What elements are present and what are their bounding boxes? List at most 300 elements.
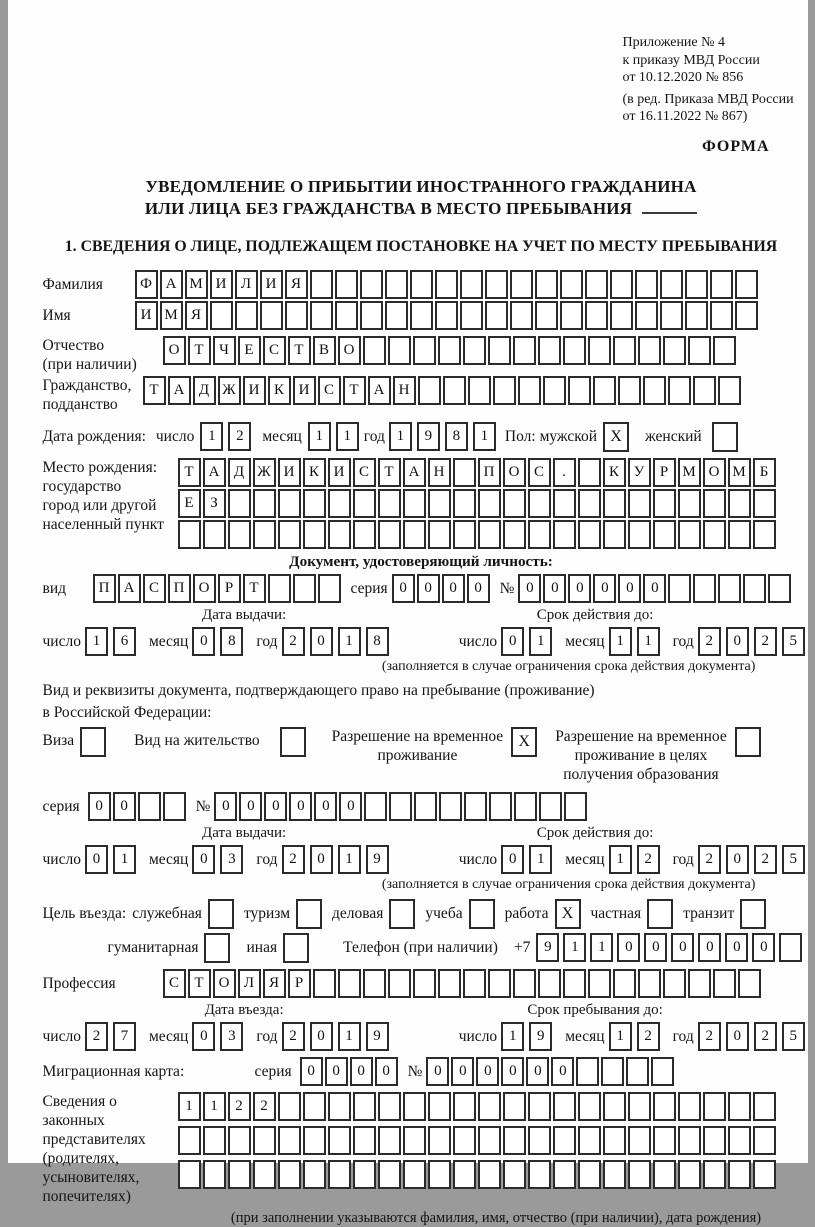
char-cell[interactable] — [660, 270, 683, 299]
char-cell[interactable]: 1 — [338, 845, 361, 874]
char-cell[interactable] — [678, 489, 701, 518]
char-cell[interactable] — [728, 1126, 751, 1155]
char-cell[interactable] — [303, 489, 326, 518]
char-cell[interactable] — [328, 1092, 351, 1121]
char-cell[interactable]: С — [163, 969, 186, 998]
char-cell[interactable]: М — [728, 458, 751, 487]
char-cell[interactable] — [285, 301, 308, 330]
char-cell[interactable] — [653, 520, 676, 549]
char-cell[interactable] — [564, 792, 587, 821]
char-cell[interactable] — [728, 489, 751, 518]
char-cell[interactable]: 2 — [698, 1022, 721, 1051]
char-cell[interactable] — [653, 1092, 676, 1121]
char-cell[interactable] — [528, 1092, 551, 1121]
char-cell[interactable] — [510, 301, 533, 330]
char-cell[interactable]: В — [313, 336, 336, 365]
char-cell[interactable]: Я — [263, 969, 286, 998]
char-cell[interactable] — [668, 574, 691, 603]
char-cell[interactable]: И — [293, 376, 316, 405]
char-cell[interactable] — [685, 301, 708, 330]
char-cell[interactable] — [453, 489, 476, 518]
char-cell[interactable]: 9 — [529, 1022, 552, 1051]
char-cell[interactable]: П — [168, 574, 191, 603]
char-cell[interactable]: Т — [178, 458, 201, 487]
char-cell[interactable] — [338, 969, 361, 998]
char-cell[interactable] — [628, 520, 651, 549]
char-cell[interactable]: А — [160, 270, 183, 299]
char-cell[interactable]: М — [185, 270, 208, 299]
char-cell[interactable] — [278, 489, 301, 518]
char-cell[interactable] — [651, 1057, 674, 1086]
char-cell[interactable] — [410, 270, 433, 299]
char-cell[interactable] — [328, 1126, 351, 1155]
char-cell[interactable]: А — [203, 458, 226, 487]
checkbox-cell[interactable]: X — [511, 727, 537, 757]
char-cell[interactable] — [638, 969, 661, 998]
char-cell[interactable] — [278, 520, 301, 549]
char-cell[interactable] — [693, 574, 716, 603]
char-cell[interactable]: 0 — [501, 627, 524, 656]
char-cell[interactable] — [576, 1057, 599, 1086]
char-cell[interactable] — [735, 270, 758, 299]
checkbox-cell[interactable] — [204, 933, 230, 963]
char-cell[interactable] — [593, 376, 616, 405]
char-cell[interactable]: 0 — [350, 1057, 373, 1086]
char-cell[interactable] — [138, 792, 161, 821]
char-cell[interactable] — [360, 301, 383, 330]
char-cell[interactable]: З — [203, 489, 226, 518]
char-cell[interactable] — [463, 969, 486, 998]
char-cell[interactable]: 0 — [725, 933, 748, 962]
checkbox-cell[interactable]: X — [555, 899, 581, 929]
char-cell[interactable]: 1 — [389, 422, 412, 451]
char-cell[interactable]: О — [503, 458, 526, 487]
char-cell[interactable] — [328, 489, 351, 518]
char-cell[interactable] — [678, 1092, 701, 1121]
char-cell[interactable] — [560, 270, 583, 299]
char-cell[interactable] — [585, 301, 608, 330]
char-cell[interactable] — [563, 336, 586, 365]
char-cell[interactable]: 0 — [375, 1057, 398, 1086]
checkbox-cell[interactable] — [283, 933, 309, 963]
char-cell[interactable] — [453, 458, 476, 487]
char-cell[interactable] — [460, 270, 483, 299]
char-cell[interactable] — [228, 1126, 251, 1155]
char-cell[interactable]: 0 — [426, 1057, 449, 1086]
char-cell[interactable] — [378, 520, 401, 549]
char-cell[interactable] — [318, 574, 341, 603]
char-cell[interactable]: . — [553, 458, 576, 487]
checkbox-cell[interactable] — [647, 899, 673, 929]
char-cell[interactable]: 2 — [282, 845, 305, 874]
char-cell[interactable]: 0 — [551, 1057, 574, 1086]
char-cell[interactable] — [353, 1126, 376, 1155]
char-cell[interactable] — [560, 301, 583, 330]
char-cell[interactable]: Т — [378, 458, 401, 487]
char-cell[interactable]: 5 — [782, 1022, 805, 1051]
char-cell[interactable]: И — [278, 458, 301, 487]
char-cell[interactable]: 0 — [644, 933, 667, 962]
char-cell[interactable] — [663, 969, 686, 998]
char-cell[interactable]: О — [213, 969, 236, 998]
char-cell[interactable] — [643, 376, 666, 405]
char-cell[interactable] — [335, 301, 358, 330]
char-cell[interactable] — [668, 376, 691, 405]
char-cell[interactable] — [553, 520, 576, 549]
char-cell[interactable] — [578, 1160, 601, 1189]
char-cell[interactable]: 0 — [192, 627, 215, 656]
char-cell[interactable] — [453, 1126, 476, 1155]
char-cell[interactable]: 2 — [85, 1022, 108, 1051]
char-cell[interactable] — [203, 1126, 226, 1155]
char-cell[interactable] — [518, 376, 541, 405]
char-cell[interactable] — [418, 376, 441, 405]
char-cell[interactable]: 0 — [300, 1057, 323, 1086]
char-cell[interactable] — [568, 376, 591, 405]
char-cell[interactable] — [389, 792, 412, 821]
char-cell[interactable] — [553, 489, 576, 518]
char-cell[interactable] — [453, 520, 476, 549]
char-cell[interactable]: 0 — [568, 574, 591, 603]
char-cell[interactable] — [660, 301, 683, 330]
char-cell[interactable] — [428, 1160, 451, 1189]
char-cell[interactable] — [428, 489, 451, 518]
char-cell[interactable]: 6 — [113, 627, 136, 656]
char-cell[interactable] — [585, 270, 608, 299]
char-cell[interactable]: 1 — [308, 422, 331, 451]
char-cell[interactable]: С — [353, 458, 376, 487]
char-cell[interactable] — [410, 301, 433, 330]
char-cell[interactable] — [388, 336, 411, 365]
char-cell[interactable] — [163, 792, 186, 821]
char-cell[interactable] — [768, 574, 791, 603]
char-cell[interactable]: Т — [243, 574, 266, 603]
char-cell[interactable] — [403, 1092, 426, 1121]
char-cell[interactable] — [268, 574, 291, 603]
char-cell[interactable] — [439, 792, 462, 821]
char-cell[interactable] — [438, 336, 461, 365]
char-cell[interactable]: 0 — [501, 845, 524, 874]
char-cell[interactable] — [253, 1160, 276, 1189]
char-cell[interactable] — [628, 489, 651, 518]
char-cell[interactable]: А — [168, 376, 191, 405]
checkbox-cell[interactable] — [740, 899, 766, 929]
char-cell[interactable] — [435, 270, 458, 299]
char-cell[interactable] — [478, 1126, 501, 1155]
char-cell[interactable] — [578, 1126, 601, 1155]
char-cell[interactable] — [603, 1160, 626, 1189]
char-cell[interactable] — [203, 1160, 226, 1189]
char-cell[interactable] — [363, 969, 386, 998]
char-cell[interactable] — [478, 520, 501, 549]
char-cell[interactable]: 2 — [637, 845, 660, 874]
char-cell[interactable]: 2 — [282, 627, 305, 656]
char-cell[interactable] — [360, 270, 383, 299]
char-cell[interactable]: М — [160, 301, 183, 330]
char-cell[interactable]: 9 — [366, 1022, 389, 1051]
char-cell[interactable] — [278, 1126, 301, 1155]
char-cell[interactable] — [293, 574, 316, 603]
char-cell[interactable] — [535, 301, 558, 330]
char-cell[interactable] — [460, 301, 483, 330]
char-cell[interactable] — [178, 520, 201, 549]
char-cell[interactable]: Д — [193, 376, 216, 405]
char-cell[interactable] — [753, 1160, 776, 1189]
char-cell[interactable]: 0 — [314, 792, 337, 821]
char-cell[interactable]: С — [263, 336, 286, 365]
char-cell[interactable]: Т — [188, 969, 211, 998]
char-cell[interactable]: 1 — [529, 627, 552, 656]
checkbox-cell[interactable] — [389, 899, 415, 929]
char-cell[interactable] — [613, 336, 636, 365]
char-cell[interactable] — [378, 1160, 401, 1189]
char-cell[interactable] — [728, 1160, 751, 1189]
char-cell[interactable] — [753, 1092, 776, 1121]
char-cell[interactable]: 2 — [228, 1092, 251, 1121]
char-cell[interactable] — [753, 489, 776, 518]
char-cell[interactable] — [328, 1160, 351, 1189]
char-cell[interactable] — [414, 792, 437, 821]
char-cell[interactable]: 0 — [726, 627, 749, 656]
char-cell[interactable] — [610, 301, 633, 330]
char-cell[interactable] — [553, 1160, 576, 1189]
char-cell[interactable]: 0 — [339, 792, 362, 821]
char-cell[interactable] — [385, 270, 408, 299]
char-cell[interactable] — [678, 1126, 701, 1155]
char-cell[interactable] — [488, 969, 511, 998]
char-cell[interactable] — [628, 1160, 651, 1189]
char-cell[interactable]: Е — [238, 336, 261, 365]
char-cell[interactable]: 1 — [203, 1092, 226, 1121]
char-cell[interactable]: 0 — [310, 845, 333, 874]
char-cell[interactable]: Л — [238, 969, 261, 998]
char-cell[interactable]: К — [303, 458, 326, 487]
char-cell[interactable]: 1 — [563, 933, 586, 962]
char-cell[interactable]: А — [403, 458, 426, 487]
char-cell[interactable]: Р — [218, 574, 241, 603]
char-cell[interactable]: 9 — [536, 933, 559, 962]
char-cell[interactable] — [278, 1092, 301, 1121]
char-cell[interactable] — [178, 1126, 201, 1155]
char-cell[interactable] — [528, 489, 551, 518]
char-cell[interactable]: Н — [393, 376, 416, 405]
char-cell[interactable] — [753, 1126, 776, 1155]
char-cell[interactable] — [278, 1160, 301, 1189]
char-cell[interactable]: 2 — [228, 422, 251, 451]
checkbox-cell[interactable] — [208, 899, 234, 929]
char-cell[interactable]: 0 — [442, 574, 465, 603]
char-cell[interactable]: 1 — [590, 933, 613, 962]
char-cell[interactable]: Ж — [253, 458, 276, 487]
char-cell[interactable] — [353, 1160, 376, 1189]
char-cell[interactable] — [539, 792, 562, 821]
char-cell[interactable] — [428, 520, 451, 549]
checkbox-cell[interactable] — [712, 422, 738, 452]
char-cell[interactable] — [603, 1126, 626, 1155]
char-cell[interactable] — [453, 1160, 476, 1189]
char-cell[interactable] — [688, 969, 711, 998]
char-cell[interactable] — [613, 969, 636, 998]
char-cell[interactable] — [353, 1092, 376, 1121]
char-cell[interactable]: 5 — [782, 845, 805, 874]
char-cell[interactable]: 0 — [417, 574, 440, 603]
char-cell[interactable] — [485, 270, 508, 299]
char-cell[interactable] — [710, 270, 733, 299]
char-cell[interactable] — [310, 270, 333, 299]
char-cell[interactable] — [538, 336, 561, 365]
checkbox-cell[interactable] — [469, 899, 495, 929]
checkbox-cell[interactable] — [735, 727, 761, 757]
char-cell[interactable] — [468, 376, 491, 405]
char-cell[interactable]: 0 — [671, 933, 694, 962]
char-cell[interactable]: 0 — [726, 1022, 749, 1051]
char-cell[interactable] — [528, 1160, 551, 1189]
char-cell[interactable] — [578, 458, 601, 487]
char-cell[interactable] — [678, 1160, 701, 1189]
char-cell[interactable] — [503, 1160, 526, 1189]
char-cell[interactable] — [478, 1160, 501, 1189]
char-cell[interactable] — [738, 969, 761, 998]
char-cell[interactable]: С — [143, 574, 166, 603]
char-cell[interactable]: 0 — [526, 1057, 549, 1086]
char-cell[interactable]: 1 — [609, 627, 632, 656]
char-cell[interactable] — [253, 1126, 276, 1155]
char-cell[interactable] — [438, 969, 461, 998]
char-cell[interactable]: 9 — [366, 845, 389, 874]
char-cell[interactable] — [578, 489, 601, 518]
char-cell[interactable] — [735, 301, 758, 330]
char-cell[interactable] — [703, 489, 726, 518]
char-cell[interactable]: 7 — [113, 1022, 136, 1051]
char-cell[interactable]: О — [703, 458, 726, 487]
char-cell[interactable] — [503, 520, 526, 549]
char-cell[interactable]: 1 — [113, 845, 136, 874]
char-cell[interactable]: 0 — [451, 1057, 474, 1086]
char-cell[interactable]: К — [268, 376, 291, 405]
char-cell[interactable] — [503, 1126, 526, 1155]
char-cell[interactable] — [703, 1160, 726, 1189]
char-cell[interactable] — [464, 792, 487, 821]
char-cell[interactable]: 1 — [336, 422, 359, 451]
char-cell[interactable] — [728, 1092, 751, 1121]
char-cell[interactable]: 0 — [476, 1057, 499, 1086]
char-cell[interactable] — [553, 1126, 576, 1155]
char-cell[interactable]: 1 — [501, 1022, 524, 1051]
char-cell[interactable] — [685, 270, 708, 299]
char-cell[interactable]: 1 — [637, 627, 660, 656]
char-cell[interactable] — [463, 336, 486, 365]
char-cell[interactable]: 2 — [698, 845, 721, 874]
char-cell[interactable] — [578, 1092, 601, 1121]
char-cell[interactable]: 1 — [85, 627, 108, 656]
char-cell[interactable]: 1 — [200, 422, 223, 451]
char-cell[interactable] — [688, 336, 711, 365]
char-cell[interactable] — [428, 1092, 451, 1121]
checkbox-cell[interactable] — [296, 899, 322, 929]
char-cell[interactable] — [513, 969, 536, 998]
char-cell[interactable]: 0 — [726, 845, 749, 874]
char-cell[interactable] — [503, 1092, 526, 1121]
char-cell[interactable] — [235, 301, 258, 330]
char-cell[interactable]: П — [478, 458, 501, 487]
char-cell[interactable] — [364, 792, 387, 821]
char-cell[interactable]: 9 — [417, 422, 440, 451]
char-cell[interactable]: Т — [188, 336, 211, 365]
char-cell[interactable]: К — [603, 458, 626, 487]
char-cell[interactable]: Ч — [213, 336, 236, 365]
char-cell[interactable] — [514, 792, 537, 821]
char-cell[interactable]: 2 — [754, 627, 777, 656]
char-cell[interactable]: 0 — [192, 845, 215, 874]
char-cell[interactable]: 8 — [445, 422, 468, 451]
char-cell[interactable]: С — [318, 376, 341, 405]
char-cell[interactable]: 0 — [752, 933, 775, 962]
char-cell[interactable]: 1 — [473, 422, 496, 451]
char-cell[interactable]: Я — [185, 301, 208, 330]
char-cell[interactable] — [493, 376, 516, 405]
char-cell[interactable] — [601, 1057, 624, 1086]
char-cell[interactable] — [478, 1092, 501, 1121]
char-cell[interactable]: Я — [285, 270, 308, 299]
char-cell[interactable]: 0 — [698, 933, 721, 962]
char-cell[interactable] — [528, 1126, 551, 1155]
char-cell[interactable]: П — [93, 574, 116, 603]
char-cell[interactable] — [313, 969, 336, 998]
char-cell[interactable]: 0 — [214, 792, 237, 821]
char-cell[interactable]: 0 — [289, 792, 312, 821]
char-cell[interactable]: Р — [288, 969, 311, 998]
char-cell[interactable]: Ф — [135, 270, 158, 299]
char-cell[interactable] — [363, 336, 386, 365]
char-cell[interactable]: 0 — [239, 792, 262, 821]
char-cell[interactable]: 1 — [178, 1092, 201, 1121]
char-cell[interactable] — [378, 1126, 401, 1155]
char-cell[interactable] — [718, 574, 741, 603]
char-cell[interactable]: 0 — [392, 574, 415, 603]
char-cell[interactable]: 2 — [754, 845, 777, 874]
char-cell[interactable]: О — [338, 336, 361, 365]
char-cell[interactable] — [538, 969, 561, 998]
char-cell[interactable]: 0 — [643, 574, 666, 603]
char-cell[interactable] — [610, 270, 633, 299]
char-cell[interactable] — [663, 336, 686, 365]
char-cell[interactable] — [713, 969, 736, 998]
char-cell[interactable] — [228, 1160, 251, 1189]
char-cell[interactable]: 0 — [310, 1022, 333, 1051]
char-cell[interactable]: И — [135, 301, 158, 330]
char-cell[interactable]: 0 — [618, 574, 641, 603]
char-cell[interactable] — [413, 969, 436, 998]
char-cell[interactable]: И — [210, 270, 233, 299]
char-cell[interactable] — [403, 520, 426, 549]
char-cell[interactable]: 0 — [88, 792, 111, 821]
char-cell[interactable] — [485, 301, 508, 330]
char-cell[interactable] — [210, 301, 233, 330]
char-cell[interactable] — [779, 933, 802, 962]
char-cell[interactable]: 3 — [220, 1022, 243, 1051]
char-cell[interactable] — [303, 1092, 326, 1121]
char-cell[interactable]: А — [368, 376, 391, 405]
char-cell[interactable] — [535, 270, 558, 299]
char-cell[interactable]: Ж — [218, 376, 241, 405]
char-cell[interactable] — [178, 1160, 201, 1189]
char-cell[interactable]: 2 — [698, 627, 721, 656]
char-cell[interactable] — [489, 792, 512, 821]
char-cell[interactable] — [653, 1126, 676, 1155]
char-cell[interactable]: 5 — [782, 627, 805, 656]
char-cell[interactable] — [488, 336, 511, 365]
char-cell[interactable] — [703, 1126, 726, 1155]
